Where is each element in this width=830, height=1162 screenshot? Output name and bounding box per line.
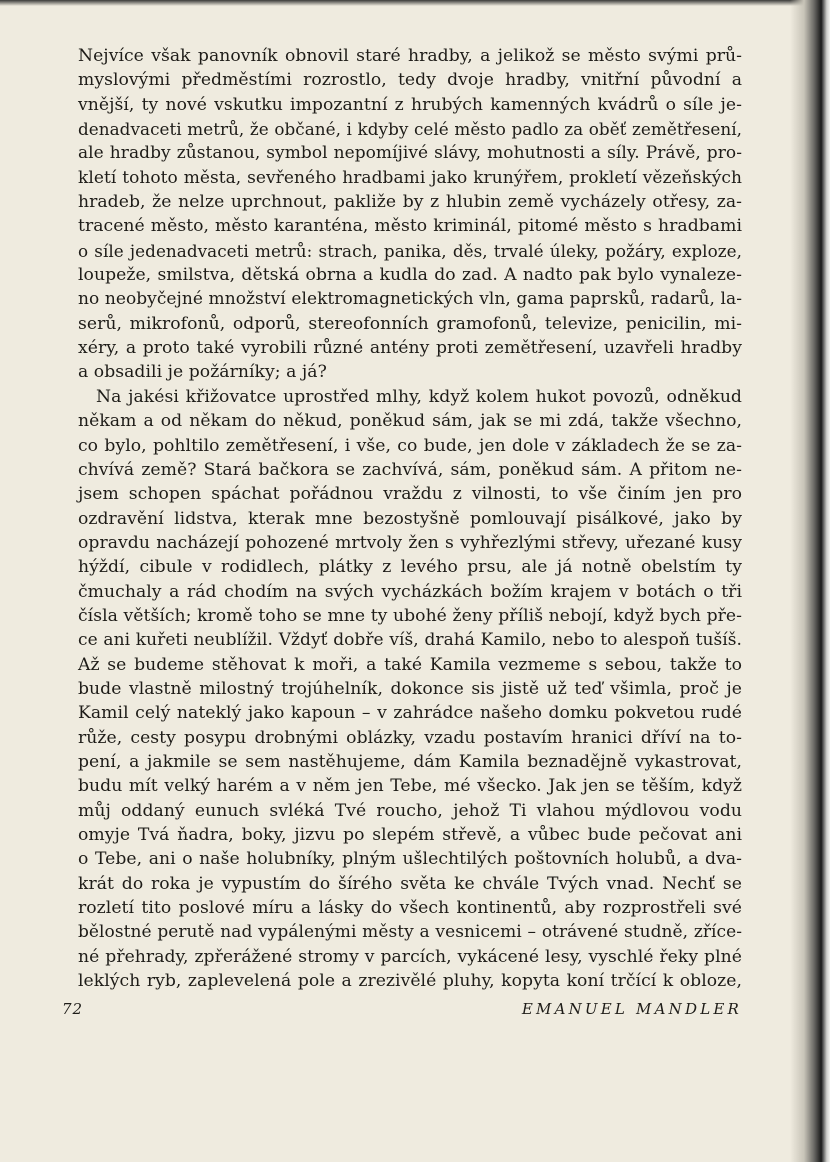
text-line: loupeže, smilstva, dětská obrna a kudla do zad. A nadto pak bylo vynaleze-: [78, 265, 742, 286]
text-line: vnější, ty nové vskutku impozantní z hrubých kamenných kvádrů o síle je-: [78, 94, 742, 115]
text-line: růže, cesty posypu drobnými oblázky, vzadu postavím hranici dříví na to-: [78, 727, 742, 748]
text-line: někam a od někam do někud, poněkud sám, jak se mi zdá, takže všechno,: [78, 411, 742, 432]
text-line: denadvaceti metrů, že občané, i kdyby celé město padlo za oběť zemětřesení,: [78, 119, 742, 140]
text-line: bude vlastně milostný trojúhelník, dokonce sis jistě už teď všimla, proč je: [78, 678, 742, 699]
page-spine-shadow: [790, 0, 830, 1162]
text-line: omyje Tvá ňadra, boky, jizvu po slepém střevě, a vůbec bude pečovat ani: [78, 825, 742, 845]
page-footer: [62, 1000, 742, 1024]
author-name: EMANUEL MANDLER: [521, 1000, 742, 1018]
page-number: 72: [62, 1000, 84, 1018]
paragraph-start-line: Na jakési křižovatce uprostřed mlhy, když kolem hukot povozů, odněkud: [96, 386, 742, 407]
paragraph-end-line: a obsadili je požárníky; a já?: [78, 362, 327, 383]
text-line: ozdravění lidstva, kterak mne bezostyšně pomlouvají pisálkové, jako by: [78, 508, 742, 529]
text-line: co bylo, pohltilo zemětřesení, i vše, co bude, jen dole v základech že se za-: [78, 435, 742, 456]
text-line: hýždí, cibule v rodidlech, plátky z levého prsu, ale já notně obelstím ty: [78, 557, 742, 578]
text-line: ale hradby zůstanou, symbol nepomíjivé slávy, mohutnosti a síly. Právě, pro-: [78, 143, 742, 164]
text-line: myslovými předměstími rozrostlo, tedy dvoje hradby, vnitřní původní a: [78, 70, 742, 91]
text-line: Až se budeme stěhovat k moři, a také Kamila vezmeme s sebou, takže to: [78, 654, 742, 675]
text-line: krát do roka je vypustím do šírého světa ke chvále Tvých vnad. Nechť se: [78, 873, 742, 894]
page-top-edge: [0, 0, 830, 6]
text-line: můj oddaný eunuch svléká Tvé roucho, jehož Ti vlahou mýdlovou vodu: [78, 800, 742, 821]
body-text: [78, 44, 742, 993]
text-line: kletí tohoto města, sevřeného hradbami jako krunýřem, prokletí vězeňských: [78, 167, 742, 188]
text-line: čísla větších; kromě toho se mne ty ubohé ženy příliš nebojí, když bych pře-: [78, 605, 742, 626]
text-line: Kamil celý nateklý jako kapoun – v zahrádce našeho domku pokvetou rudé: [78, 703, 742, 724]
text-line: né přehrady, zpřerážené stromy v parcích, vykácené lesy, vyschlé řeky plné: [78, 946, 742, 967]
text-line: xéry, a proto také vyrobili různé antény proti zemětřesení, uzavřeli hradby: [78, 338, 742, 359]
text-line: čmuchaly a rád chodím na svých vycházkách božím krajem v botách o tři: [78, 581, 742, 602]
text-line: o síle jedenadvaceti metrů: strach, panika, děs, trvalé úleky, požáry, exploze,: [78, 240, 742, 261]
text-line: pení, a jakmile se sem nastěhujeme, dám Kamila beznadějně vykastrovat,: [78, 751, 742, 772]
text-line: chvívá země? Stará bačkora se zachvívá, sám, poněkud sám. A přitom ne-: [78, 459, 742, 480]
text-line: tracené město, město karanténa, město kriminál, pitomé město s hradbami: [78, 216, 742, 237]
text-line: Nejvíce však panovník obnovil staré hradby, a jelikož se město svými prů-: [78, 46, 742, 66]
text-line: jsem schopen spáchat pořádnou vraždu z vilnosti, to vše činím jen pro: [78, 484, 742, 505]
text-line: bělostné perutě nad vypálenými městy a vesnicemi – otrávené studně, zříce-: [78, 922, 742, 943]
text-line: budu mít velký harém a v něm jen Tebe, mé všecko. Jak jen se těším, když: [78, 776, 742, 797]
text-line: rozletí tito poslové míru a lásky do všech kontinentů, aby rozprostřeli své: [78, 898, 742, 919]
text-line: serů, mikrofonů, odporů, stereofonních gramofonů, televize, penicilin, mi-: [78, 313, 742, 334]
text-line: o Tebe, ani o naše holubníky, plným ušlechtilých poštovních holubů, a dva-: [78, 849, 742, 870]
text-line: ce ani kuřeti neublížil. Vždyť dobře víš, drahá Kamilo, nebo to alespoň tušíš.: [78, 630, 742, 651]
text-line: hradeb, že nelze uprchnout, pakliže by z hlubin země vycházely otřesy, za-: [78, 192, 742, 213]
text-line: opravdu nacházejí pohozené mrtvoly žen s vyhřezlými střevy, uřezané kusy: [78, 532, 742, 553]
text-line: no neobyčejné množství elektromagnetických vln, gama paprsků, radarů, la-: [78, 289, 742, 310]
text-line: leklých ryb, zaplevelená pole a zrezivělé pluhy, kopyta koní trčící k obloze,: [78, 971, 742, 992]
